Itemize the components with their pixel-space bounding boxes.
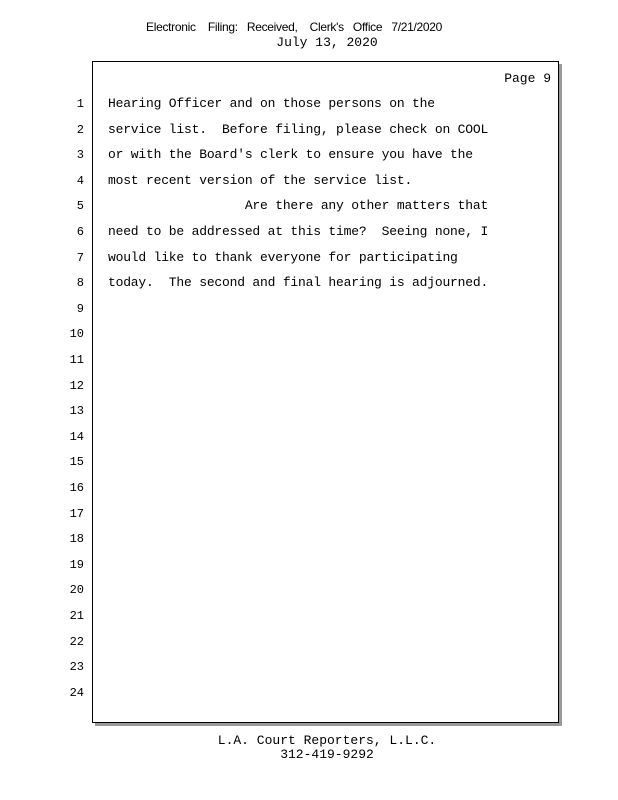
line-number: 16 xyxy=(69,481,84,495)
line-number: 7 xyxy=(76,251,84,265)
line-number: 3 xyxy=(76,148,84,162)
transcript-line-text: Are there any other matters that xyxy=(108,198,489,213)
line-number: 9 xyxy=(76,302,84,316)
reporter-company: L.A. Court Reporters, L.L.C. xyxy=(217,733,437,748)
line-number: 21 xyxy=(69,609,84,623)
line-number: 4 xyxy=(76,174,84,188)
line-number: 14 xyxy=(69,430,84,444)
transcript-line-text: need to be addressed at this time? Seeing none, I xyxy=(108,224,489,239)
line-number: 15 xyxy=(69,455,84,469)
line-number: 1 xyxy=(76,97,84,111)
line-number: 10 xyxy=(69,327,84,341)
line-number: 22 xyxy=(69,635,84,649)
line-number: 2 xyxy=(76,123,84,137)
line-number: 17 xyxy=(69,507,84,521)
line-number: 5 xyxy=(76,199,84,213)
transcript-line-text: or with the Board's clerk to ensure you have the xyxy=(108,147,473,162)
line-number: 6 xyxy=(76,225,84,239)
transcript-line-text: would like to thank everyone for participating xyxy=(108,250,458,265)
transcript-line-text: service list. Before filing, please check on COOL xyxy=(108,122,489,137)
page-number: Page 9 xyxy=(504,71,551,86)
transcript-date: July 13, 2020 xyxy=(276,35,378,50)
line-number: 23 xyxy=(69,660,84,674)
line-number: 24 xyxy=(69,686,84,700)
line-number: 11 xyxy=(69,353,84,367)
transcript-line-text: most recent version of the service list. xyxy=(108,173,413,188)
reporter-phone: 312-419-9292 xyxy=(280,747,374,762)
filing-stamp: Electronic Filing: Received, Clerk's Office 7/21/2020 xyxy=(146,20,443,34)
line-number: 20 xyxy=(69,583,84,597)
transcript-line-text: today. The second and final hearing is adjourned. xyxy=(108,275,489,290)
line-number: 13 xyxy=(69,404,84,418)
transcript-line-text: Hearing Officer and on those persons on the xyxy=(108,96,435,111)
line-number: 12 xyxy=(69,379,84,393)
line-number: 18 xyxy=(69,532,84,546)
line-number: 8 xyxy=(76,276,84,290)
line-number: 19 xyxy=(69,558,84,572)
